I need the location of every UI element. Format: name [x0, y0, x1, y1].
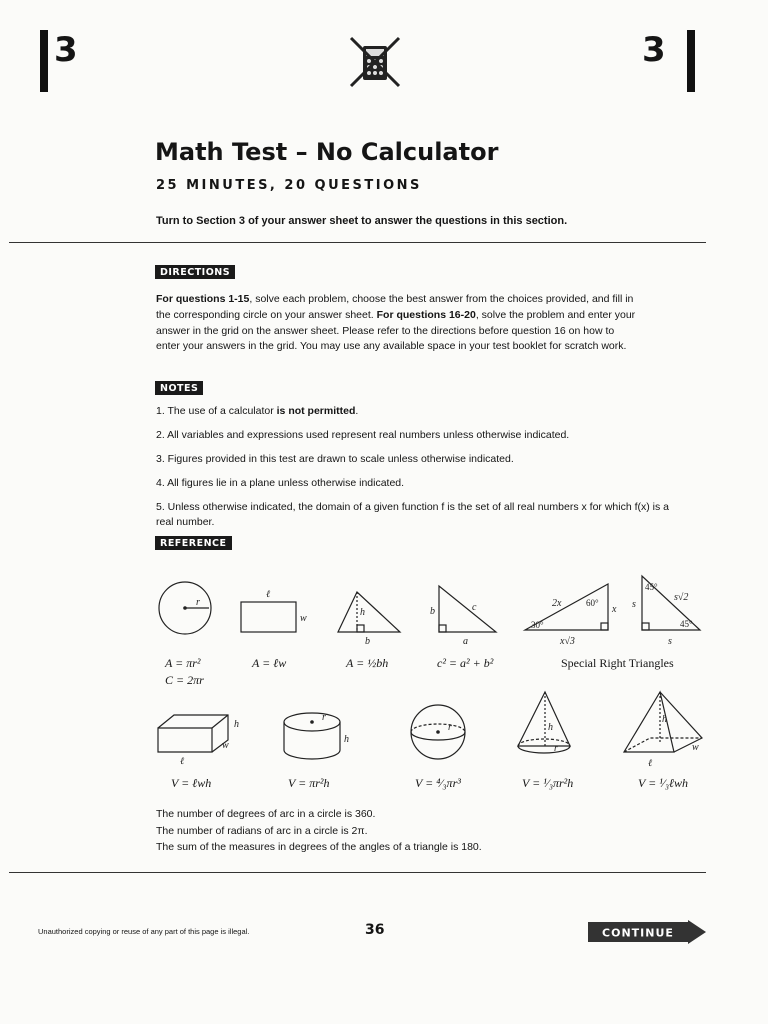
notes-tag: NOTES [155, 381, 203, 395]
label-r-circle: r [196, 597, 200, 608]
label-h-tri: h [360, 607, 365, 618]
special-right-triangles-label: Special Right Triangles [561, 656, 674, 670]
note-5: 5. Unless otherwise indicated, the domain of a given function f is the set of all real numbers x for which f(x) is a real number. [156, 501, 669, 528]
reference-figures [150, 570, 710, 800]
section-bar-right [687, 30, 695, 92]
directions-text-1: , solve each problem, choose the best answer from the choices provided, and fill in the corresponding circle on your answer sheet. [156, 293, 634, 321]
note-1-post: . [355, 405, 359, 417]
reference-tag: REFERENCE [155, 536, 232, 550]
page-title: Math Test – No Calculator [155, 138, 499, 166]
label-l-pyramid: ℓ [648, 758, 653, 769]
directions-text-2: , solve the problem and enter your answer in the grid on the answer sheet. Please refer to the directions before question 16 on how to enter your answers in the grid. You may use any available space in your test booklet for scratch work. [156, 308, 636, 353]
note-1-pre: 1. The use of a calculator [156, 405, 277, 417]
box-figure [158, 728, 212, 752]
triangle-figure [338, 592, 400, 632]
formula-cone-volume: V = ¹⁄₃πr²h [522, 776, 574, 790]
cone-figure [518, 692, 570, 746]
label-w-rect: w [300, 613, 307, 624]
label-h-cyl: h [344, 734, 349, 745]
note-4: 4. All figures lie in a plane unless otherwise indicated. [156, 477, 405, 489]
divider-top [9, 242, 706, 243]
section-bar-left [40, 30, 48, 92]
label-s-root2: s√2 [674, 592, 689, 603]
label-c-right: c [472, 602, 477, 613]
note-1-bold: is not permitted [276, 405, 356, 417]
note-3: 3. Figures provided in this test are drawn to scale unless otherwise indicated. [156, 453, 514, 465]
label-l-box: ℓ [180, 756, 185, 767]
label-45-right: 45° [680, 619, 693, 629]
page-subtitle: 25 MINUTES, 20 QUESTIONS [156, 178, 422, 193]
page-number: 36 [365, 922, 385, 938]
continue-arrow [588, 920, 708, 944]
label-h-cone: h [548, 722, 553, 733]
label-30: 30° [531, 620, 544, 630]
fact-degrees: The number of degrees of arc in a circle is 360. [156, 808, 376, 820]
label-b-right: b [430, 606, 435, 617]
label-a-right: a [463, 636, 468, 647]
reference-facts [156, 806, 482, 856]
formula-pythagorean: c² = a² + b² [437, 656, 494, 670]
section-number-right: 3 [642, 30, 666, 70]
label-h-box: h [234, 719, 239, 730]
label-r-cone: r [554, 743, 558, 754]
notes-list [156, 404, 676, 539]
note-1 [156, 404, 676, 419]
formula-cylinder-volume: V = πr²h [288, 776, 330, 790]
label-2x: 2x [552, 598, 562, 609]
label-r-sphere: r [448, 722, 452, 733]
label-h-pyramid: h [662, 714, 667, 725]
directions-bold-2: For questions 16-20 [376, 308, 476, 321]
formula-sphere-volume: V = ⁴⁄₃πr³ [415, 776, 461, 790]
directions-tag: DIRECTIONS [155, 265, 235, 279]
label-l-rect: ℓ [266, 589, 271, 600]
copyright-notice: Unauthorized copying or reuse of any part of this page is illegal. [38, 927, 250, 936]
label-45-top: 45° [645, 582, 658, 592]
formula-triangle-area: A = ½bh [346, 656, 389, 670]
section-number-left: 3 [54, 30, 78, 70]
fact-radians: The number of radians of arc in a circle is 2π. [156, 824, 368, 837]
formula-box-volume: V = ℓwh [171, 776, 212, 790]
label-x: x [612, 604, 617, 615]
label-60: 60° [586, 598, 599, 608]
right-triangle-figure [439, 586, 496, 632]
label-s-bottom: s [668, 636, 672, 647]
formula-circle-area: A = πr² [165, 656, 201, 670]
directions-bold-1: For questions 1-15 [156, 293, 250, 305]
continue-label: CONTINUE [602, 926, 674, 940]
label-w-pyramid: w [692, 742, 699, 753]
no-calculator-icon [345, 34, 405, 92]
note-2: 2. All variables and expressions used represent real numbers unless otherwise indicated. [156, 429, 570, 441]
formula-circle-circumference: C = 2πr [165, 673, 204, 687]
label-s-left: s [632, 599, 636, 610]
directions-text [156, 292, 636, 355]
label-x-root3: x√3 [560, 636, 575, 647]
label-b-tri: b [365, 636, 370, 647]
label-w-box: w [222, 740, 229, 751]
formula-pyramid-volume: V = ¹⁄₃ℓwh [638, 776, 688, 790]
rectangle-figure [241, 602, 296, 632]
formula-rect-area: A = ℓw [252, 656, 287, 670]
fact-triangle-sum: The sum of the measures in degrees of the angles of a triangle is 180. [156, 841, 482, 853]
section-instruction: Turn to Section 3 of your answer sheet to answer the questions in this section. [156, 215, 568, 227]
label-r-cyl: r [322, 712, 326, 723]
divider-bottom [9, 872, 706, 873]
